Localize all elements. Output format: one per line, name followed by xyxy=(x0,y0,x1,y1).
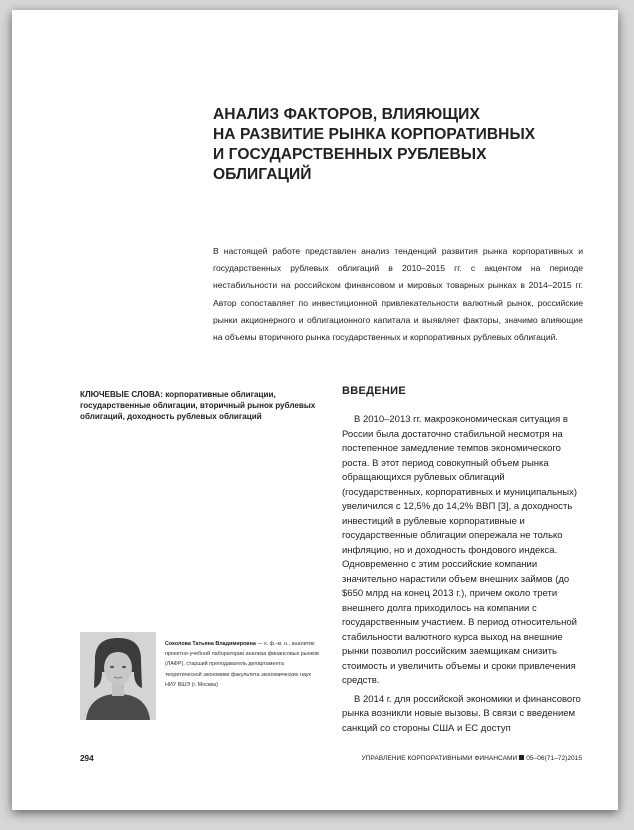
body-paragraph: В 2014 г. для российской экономики и финансового рынка возникли новые вызовы. В связи с введением санкций со стороны США и ЕС доступ xyxy=(342,693,581,734)
body-paragraph: В 2010–2013 гг. макроэкономическая ситуация в России была достаточно стабильной несмотря на постепенное замедление темпов экономического роста. В этот период совокупный объем рынка обращающихся рублевых облигаций (государственных, корпоративных и муниципальных) увеличился с 12,5% до 14,2% ВВП [3], а доходность инвестиций в рублевые корпоративные и государственные облигации опережала не только инфляцию, но и доходность фондового индекса. Одновременно с этим российские компании значительно нарастили объем внешних займов (до $650 млрд на конец 2013 г.), причем около трети внешнего долга приходилось на компании с государственным участием. В период относительной стабильности валютного курса выход на внешние рынки позволил российским заемщикам снизить стоимость и увеличить объемы и сроки привлечения средств. xyxy=(342,414,577,686)
author-name: Соколова Татьяна Владимировна xyxy=(165,641,256,647)
article-title xyxy=(213,105,563,185)
article-abstract: В настоящей работе представлен анализ тенденций развития рынка корпоративных и государственных рублевых облигаций в 2010–2015 гг. с акцентом на периоде нестабильности на российском финансовом и мировых товарных рынках в 2014–2015 гг. Автор сопоставляет по инвестиционной привлекательности валютный рынок, российские рынки акционерного и облигационного капитала и выявляет факторы, значимо влияющие на объемы вторичного рынка государственных и корпоративных рублевых облигаций. xyxy=(213,246,583,343)
keywords-list: корпоративные облигации, государственные облигации, вторичный рынок рублевых облигаций, доходность рублевых облигаций xyxy=(80,390,316,421)
journal-issue: 05–06(71–72)2015 xyxy=(526,755,582,762)
author-info xyxy=(165,639,320,690)
author-photo xyxy=(80,632,156,720)
author-bio: — к. ф.-м. н., аналитик проектно-учебной лаборатории анализа финансовых рынков (ЛАФР), старший преподаватель департамента теоретической экономики факультета экономических наук НИУ ВШЭ (г. Москва) xyxy=(165,641,319,688)
keywords-label: КЛЮЧЕВЫЕ СЛОВА: xyxy=(80,390,163,399)
running-footer xyxy=(361,755,582,762)
page-number: 294 xyxy=(80,754,94,763)
journal-page xyxy=(12,10,618,810)
square-icon xyxy=(519,755,524,760)
author-portrait-image xyxy=(80,632,156,720)
journal-name: УПРАВЛЕНИЕ КОРПОРАТИВНЫМИ ФИНАНСАМИ xyxy=(361,755,518,762)
body-text xyxy=(342,413,584,740)
title-line: И ГОСУДАРСТВЕННЫХ РУБЛЕВЫХ xyxy=(213,146,487,163)
title-line: НА РАЗВИТИЕ РЫНКА КОРПОРАТИВНЫХ xyxy=(213,126,536,143)
title-line: АНАЛИЗ ФАКТОРОВ, ВЛИЯЮЩИХ xyxy=(213,106,480,123)
section-heading: ВВЕДЕНИЕ xyxy=(342,385,406,397)
title-line: ОБЛИГАЦИЙ xyxy=(213,166,312,183)
keywords xyxy=(80,389,330,422)
